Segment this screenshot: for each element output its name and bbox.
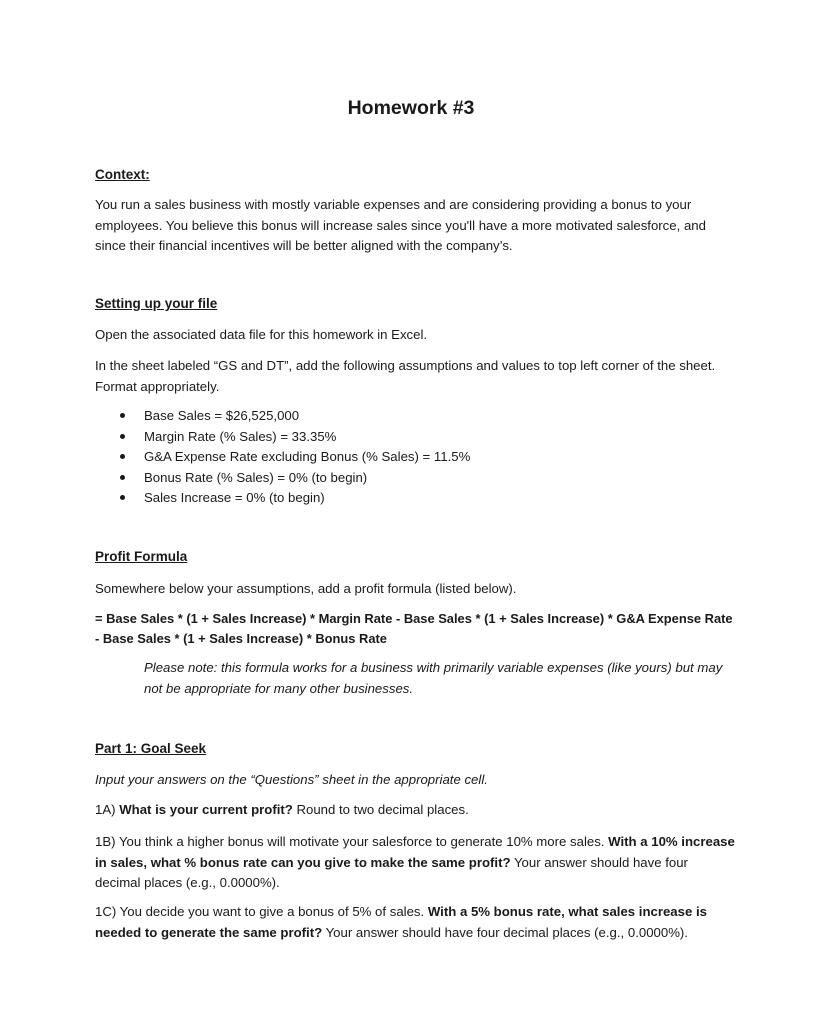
bullet-icon: [120, 495, 125, 500]
context-paragraph: You run a sales business with mostly variable expenses and are considering providing a bonus to your employees. You believe this bonus will increase sales since you'll have a more motivated salesforce, and since their financial incentives will be better aligned with the company’s.: [95, 197, 706, 253]
question-1c-bold: With a 5% bonus rate, what sales increase is needed to generate the same profit?: [95, 904, 707, 940]
profit-formula-line-2: - Base Sales * (1 + Sales Increase) * Bonus Rate: [95, 631, 387, 646]
document-page: [95, 0, 735, 1024]
assumption-bonus-rate: Bonus Rate (% Sales) = 0% (to begin): [144, 469, 368, 485]
question-1c-suffix: Your answer should have four decimal places (e.g., 0.0000%).: [322, 924, 688, 940]
list-item: [95, 488, 470, 509]
list-item: [95, 447, 470, 468]
document-title: Homework #3: [347, 97, 475, 119]
question-1c: [95, 902, 735, 943]
list-item: [95, 468, 470, 489]
part1-heading: Part 1: Goal Seek: [95, 741, 207, 756]
context-heading: Context:: [95, 167, 150, 182]
bullet-icon: [120, 475, 125, 480]
question-1a-suffix: Round to two decimal places.: [292, 802, 469, 817]
setup-heading: Setting up your file: [95, 296, 218, 311]
setup-paragraph-1: Open the associated data file for this homework in Excel.: [95, 327, 428, 342]
assumption-ga-expense-rate: G&A Expense Rate excluding Bonus (% Sales) = 11.5%: [144, 449, 471, 465]
bullet-icon: [120, 413, 125, 418]
question-1a-bold: What is your current profit?: [119, 802, 293, 817]
question-1b-suffix: Your answer should have four decimal places (e.g., 0.0000%).: [95, 854, 688, 890]
question-1c-prefix: 1C) You decide you want to give a bonus of 5% of sales.: [95, 904, 428, 919]
profit-heading: Profit Formula: [95, 549, 188, 564]
setup-paragraph-2: In the sheet labeled “GS and DT”, add the following assumptions and values to top left corner of the sheet. Format appropriately.: [95, 358, 716, 394]
assumption-margin-rate: Margin Rate (% Sales) = 33.35%: [144, 428, 337, 444]
question-1a-prefix: 1A): [95, 802, 120, 817]
question-1a: [95, 800, 735, 821]
list-item: [95, 427, 470, 448]
profit-formula-line-1: = Base Sales * (1 + Sales Increase) * Margin Rate - Base Sales * (1 + Sales Increase) * G&A Expense Rate: [95, 611, 733, 626]
assumptions-list: [95, 406, 470, 509]
profit-note: Please note: this formula works for a business with primarily variable expenses (like yours) but may not be appropriate for many other businesses.: [144, 660, 723, 696]
assumption-sales-increase: Sales Increase = 0% (to begin): [144, 490, 325, 506]
part1-instructions: Input your answers on the “Questions” sheet in the appropriate cell.: [95, 772, 488, 787]
assumption-base-sales: Base Sales = $26,525,000: [144, 408, 300, 423]
question-1b-prefix: 1B) You think a higher bonus will motivate your salesforce to generate 10% more sales.: [95, 834, 609, 849]
list-item: [95, 406, 470, 427]
question-1b-bold: With a 10% increase in sales, what % bonus rate can you give to make the same profit?: [95, 834, 735, 870]
profit-paragraph: Somewhere below your assumptions, add a profit formula (listed below).: [95, 581, 517, 596]
bullet-icon: [120, 454, 125, 459]
question-1b: [95, 832, 735, 894]
bullet-icon: [120, 434, 125, 439]
